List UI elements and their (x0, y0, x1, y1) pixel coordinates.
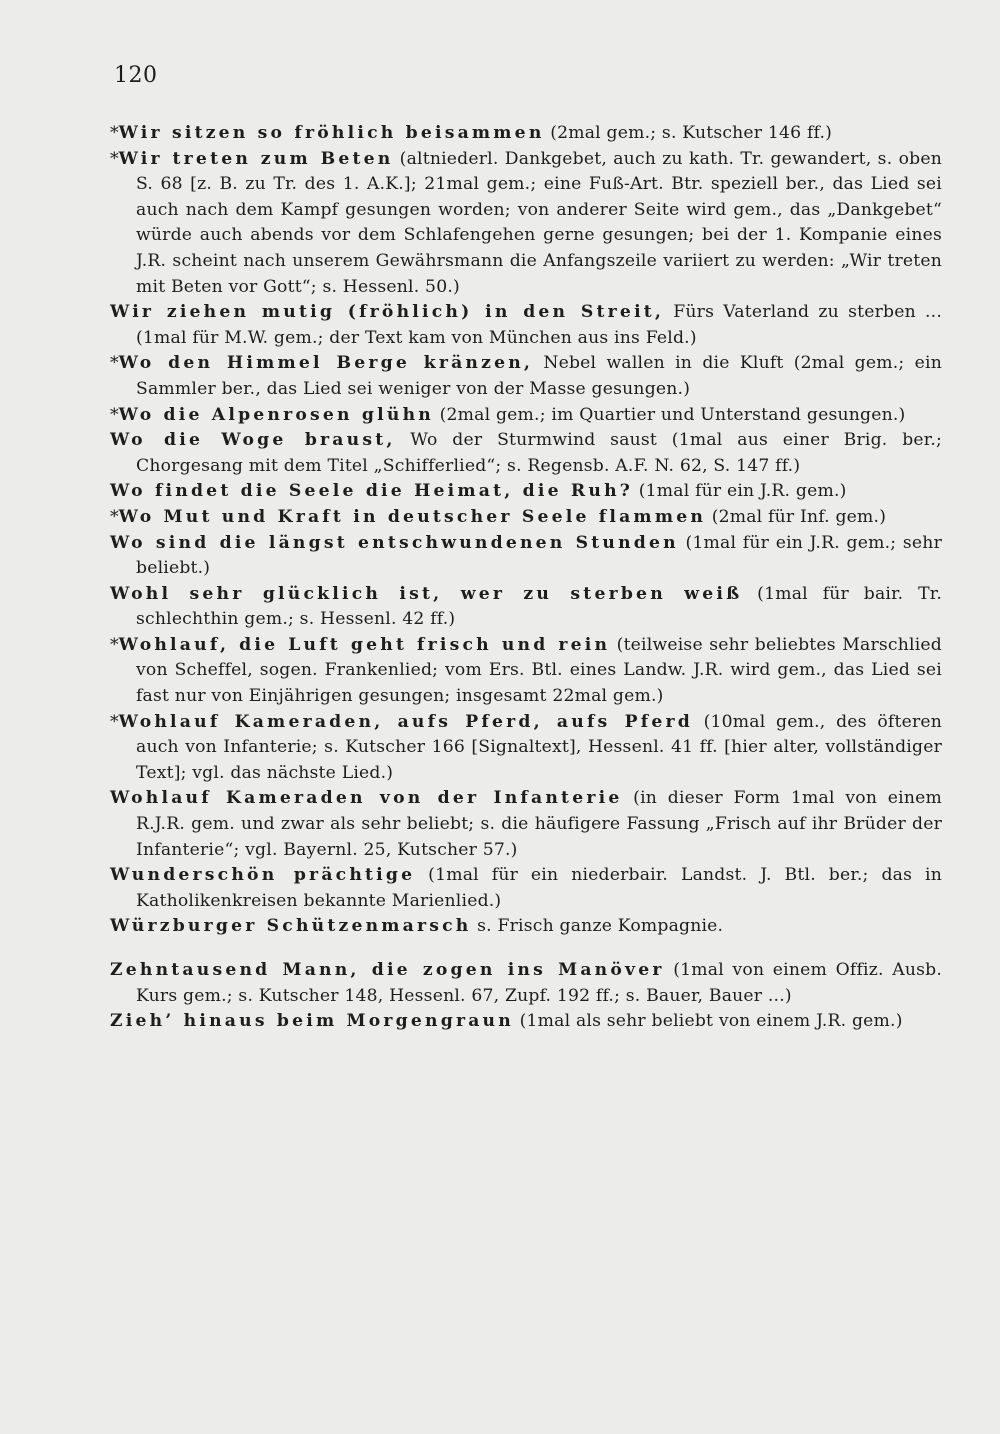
song-title: Zieh’ hinaus beim Morgengraun (110, 1011, 514, 1032)
song-entry (110, 147, 942, 301)
song-entry (110, 300, 942, 351)
song-title: Würzburger Schützenmarsch (110, 916, 472, 937)
song-title: Wohlauf Kameraden von der Infanterie (110, 788, 623, 809)
song-title: Wo die Woge braust, (110, 430, 396, 451)
song-title: Wo Mut und Kraft in deutscher Seele flammen (118, 506, 707, 527)
song-entry (110, 403, 942, 429)
song-entry (110, 710, 942, 787)
song-note: Fürs Vaterland zu sterben ... (1mal für M.W. gem.; der Text kam von München aus ins Feld.) (136, 302, 942, 348)
song-title: Wunderschön prächtige (110, 865, 416, 886)
star-marker: * (110, 353, 119, 374)
song-note: (2mal gem.; im Quartier und Unterstand gesungen.) (433, 404, 906, 425)
song-entry (110, 958, 942, 1009)
song-entry (110, 633, 942, 710)
star-marker: * (110, 711, 119, 732)
song-note: (1mal von einem Offiz. Ausb. Kurs gem.; s. Kutscher 148, Hessenl. 67, Zupf. 192 ff.; s. Bauer, Bauer ...) (136, 960, 942, 1006)
song-note: (1mal für bair. Tr. schlechthin gem.; s. Hessenl. 42 ff.) (136, 583, 942, 630)
song-note: (in dieser Form 1mal von einem R.J.R. gem. und zwar als sehr beliebt; s. die häufigere Fassung „Frisch auf ihr Brüder der Infanterie“; vgl. Bayernl. 25, Kutscher 57.) (136, 788, 942, 860)
song-note: (1mal für ein J.R. gem.) (633, 481, 847, 502)
song-entry (110, 786, 942, 863)
song-note: (1mal für ein niederbair. Landst. J. Btl. ber.; das in Katholikenkreisen bekannte Marienlied.) (136, 865, 943, 911)
song-note: (altniederl. Dankgebet, auch zu kath. Tr. gewandert, s. oben S. 68 [z. B. zu Tr. des 1. A.K.]; 21mal gem.; eine Fuß-Art. Btr. speziell ber., das Lied sei auch nach dem Kampf gesungen worden; von anderer Seite wird gem., das „Dankgebet“ würde auch abends vor dem Schlafengehen gerne gesungen; bei der 1. Kompanie eines J.R. scheint nach unserem Gewährsmann die Anfangszeile variiert zu werden: „Wir treten mit Beten vor Gott“; s. Hessenl. 50.) (136, 148, 942, 297)
song-note: (1mal für ein J.R. gem.; sehr beliebt.) (136, 532, 942, 579)
song-entry (110, 505, 942, 531)
song-entry (110, 531, 942, 582)
song-note: s. Frisch ganze Kompagnie. (471, 916, 724, 937)
song-note: (2mal gem.; s. Kutscher 146 ff.) (544, 123, 833, 143)
song-entry (110, 428, 942, 479)
song-title: Wo findet die Seele die Heimat, die Ruh? (110, 481, 634, 502)
song-title: Wir sitzen so fröhlich beisammen (118, 123, 545, 143)
song-title: Wo die Alpenrosen glühn (118, 404, 434, 425)
star-marker: * (110, 506, 119, 527)
song-index-list (110, 121, 942, 1035)
song-title: Wo sind die längst entschwundenen Stunden (110, 532, 679, 553)
star-marker: * (110, 148, 119, 169)
song-entry (110, 121, 942, 147)
song-note: (teilweise sehr beliebtes Marschlied von Scheffel, sogen. Frankenlied; vom Ers. Btl. eines Landw. J.R. wird gem., das Lied sei fast nur von Einjährigen gesungen; insgesamt 22mal gem.) (136, 634, 942, 707)
song-note: (1mal als sehr beliebt von einem J.R. gem.) (513, 1011, 903, 1032)
song-entry (110, 1009, 942, 1035)
star-marker: * (110, 404, 119, 425)
star-marker: * (110, 123, 119, 143)
star-marker: * (110, 634, 119, 655)
song-entry (110, 863, 942, 914)
song-entry (110, 479, 942, 505)
song-title: Wir treten zum Beten (118, 148, 394, 169)
song-note: (2mal für Inf. gem.) (706, 506, 887, 527)
song-entry (110, 582, 942, 633)
song-title: Wir ziehen mutig (fröhlich) in den Streit, (110, 302, 665, 323)
song-note: Wo der Sturmwind saust (1mal aus einer Brig. ber.; Chorgesang mit dem Titel „Schifferlied“; s. Regensb. A.F. N. 62, S. 147 ff.) (136, 430, 942, 476)
song-entry (110, 351, 942, 402)
page-number: 120 (114, 63, 158, 88)
song-title: Zehntausend Mann, die zogen ins Manöver (110, 960, 665, 980)
song-title: Wo den Himmel Berge kränzen, (118, 353, 534, 374)
song-entry (110, 914, 942, 940)
song-note: Nebel wallen in die Kluft (2mal gem.; ein Sammler ber., das Lied sei weniger von der Masse gesungen.) (136, 353, 942, 399)
song-note: (10mal gem., des öfteren auch von Infanterie; s. Kutscher 166 [Signaltext], Hessenl. 41 ff. [hier alter, vollständiger Text]; vgl. das nächste Lied.) (136, 711, 942, 783)
song-title: Wohlauf, die Luft geht frisch und rein (118, 634, 611, 655)
song-title: Wohlauf Kameraden, aufs Pferd, aufs Pferd (118, 711, 693, 732)
song-title: Wohl sehr glücklich ist, wer zu sterben weiß (110, 583, 743, 604)
